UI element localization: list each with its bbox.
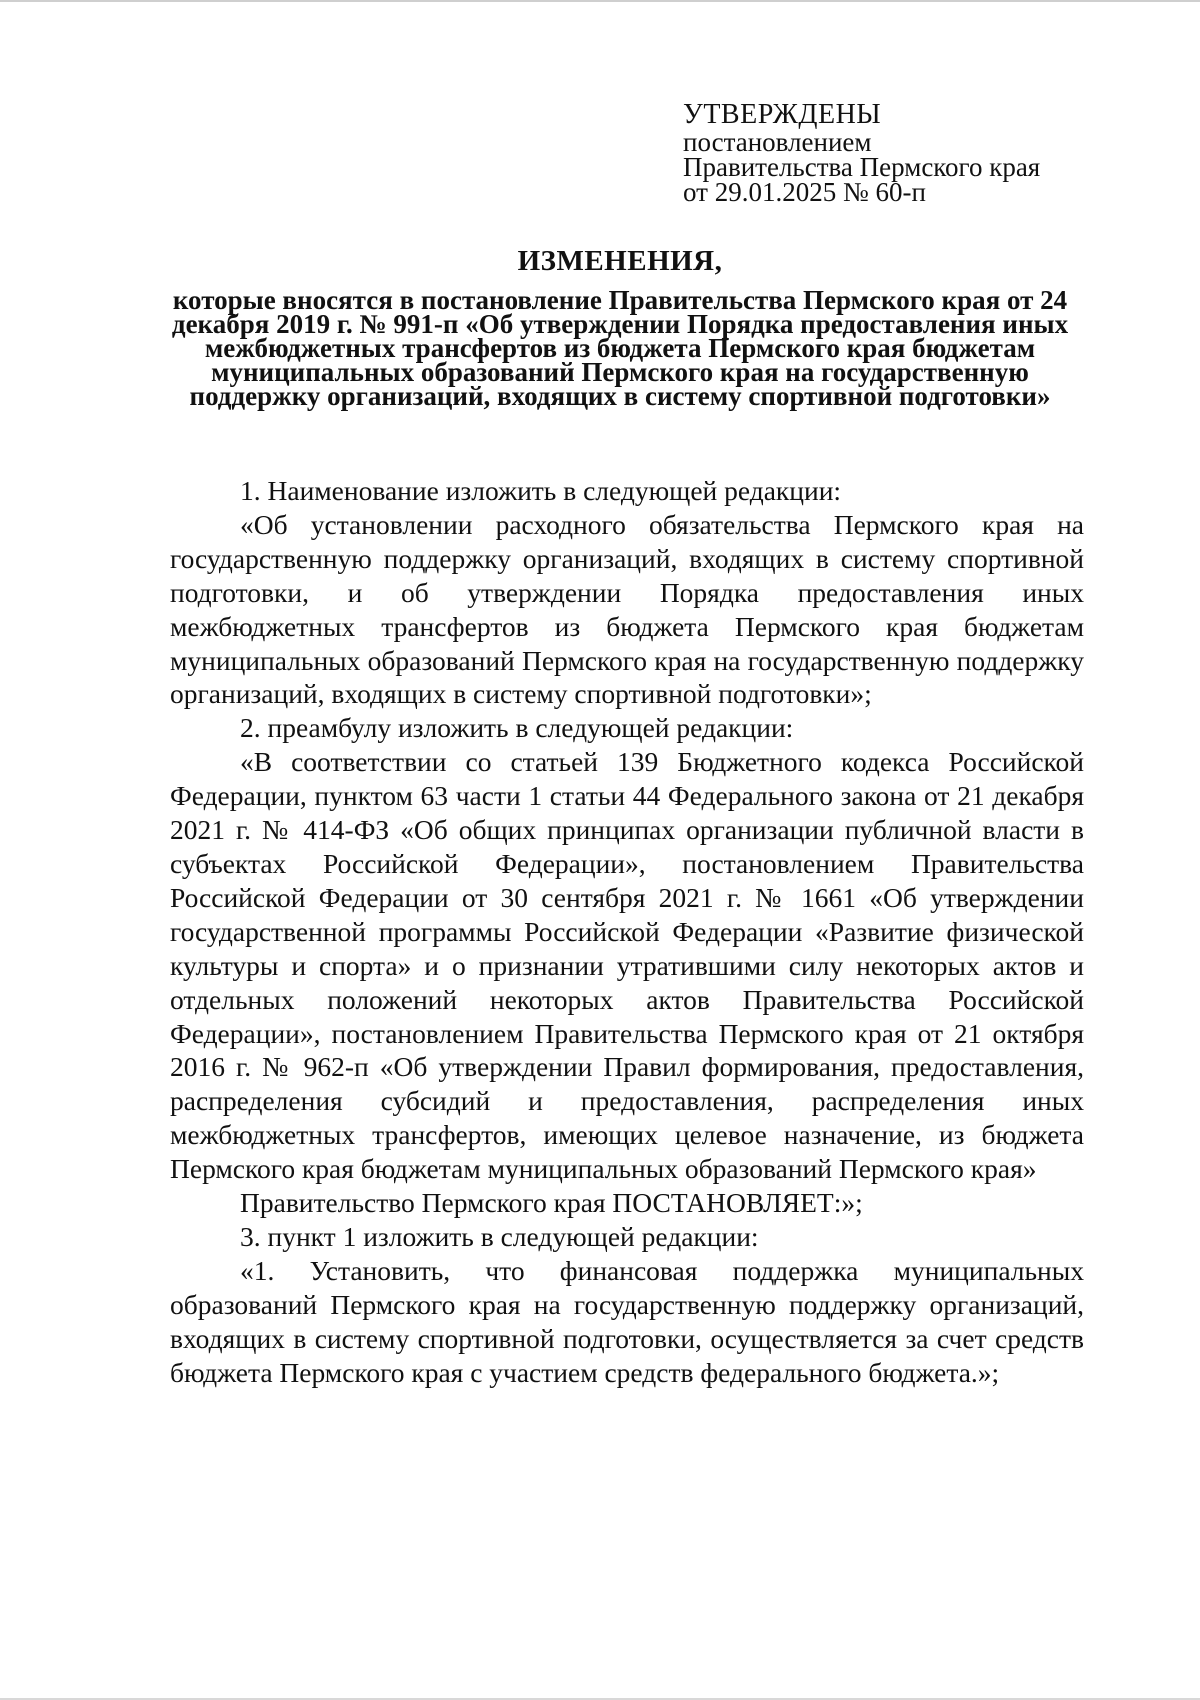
document-title: ИЗМЕНЕНИЯ, [517,245,723,277]
paragraph-item-2: 2. преамбулу изложить в следующей редакции: [240,712,794,744]
paragraph-quote-point-1: «1. Установить, что финансовая поддержка муниципальных образований Пермского края на государственную поддержку организаций, входящих в систему спортивной подготовки, осуществляется за счет средств бюджета Пермского края с участием средств федерального бюджета.»; [170,1254,1084,1388]
approval-heading: УТВЕРЖДЕНЫ [683,99,882,130]
approval-line-government: Правительства Пермского края [683,152,1041,182]
document-title-block [150,244,1090,411]
paragraph-item-3: 3. пункт 1 изложить в следующей редакции: [240,1220,759,1252]
paragraph-decree-statement: Правительство Пермского края ПОСТАНОВЛЯЕТ:»; [240,1187,863,1219]
approval-line-decree: постановлением [683,127,872,157]
page-top-edge [0,0,1200,2]
paragraph-quote-preamble: «В соответствии со статьей 139 Бюджетного кодекса Российской Федерации, пунктом 63 части 1 статьи 44 Федерального закона от 21 декабря 2021 г. № 414-ФЗ «Об общих принципах организации публичной власти в субъектах Российской Федерации», постановлением Правительства Российской Федерации от 30 сентября 2021 г. № 1661 «Об утверждении государственной программы Российской Федерации «Развитие физической культуры и спорта» и о признании утратившими силу некоторых актов и отдельных положений некоторых актов Правительства Российской Федерации», постановлением Правительства Пермского края от 21 октября 2016 г. № 962-п «Об утверждении Правил формирования, предоставления, распределения субсидий и предоставления, распределения иных межбюджетных трансфертов, имеющих целевое назначение, из бюджета Пермского края бюджетам муниципальных образований Пермского края» [170,746,1084,1185]
document-body [170,474,1084,1389]
paragraph-quote-name: «Об установлении расходного обязательства Пермского края на государственную поддержку организаций, входящих в систему спортивной подготовки, и об утверждении Порядка предоставления иных межбюджетных трансфертов из бюджета Пермского края бюджетам муниципальных образований Пермского края на государственную поддержку организаций, входящих в систему спортивной подготовки»; [170,508,1084,710]
approval-stamp-block [683,100,1103,205]
paragraph-item-1: 1. Наименование изложить в следующей редакции: [240,475,842,506]
document-subtitle: которые вносятся в постановление Правительства Пермского края от 24 декабря 2019 г. № 991-п «Об утверждении Порядка предоставления иных межбюджетных трансфертов из бюджета Пермского края бюджетам муниципальных образований Пермского края на государственную поддержку организаций, входящих в систему спортивной подготовки» [171,285,1069,411]
approval-line-date-number: от 29.01.2025 № 60-п [683,177,926,207]
